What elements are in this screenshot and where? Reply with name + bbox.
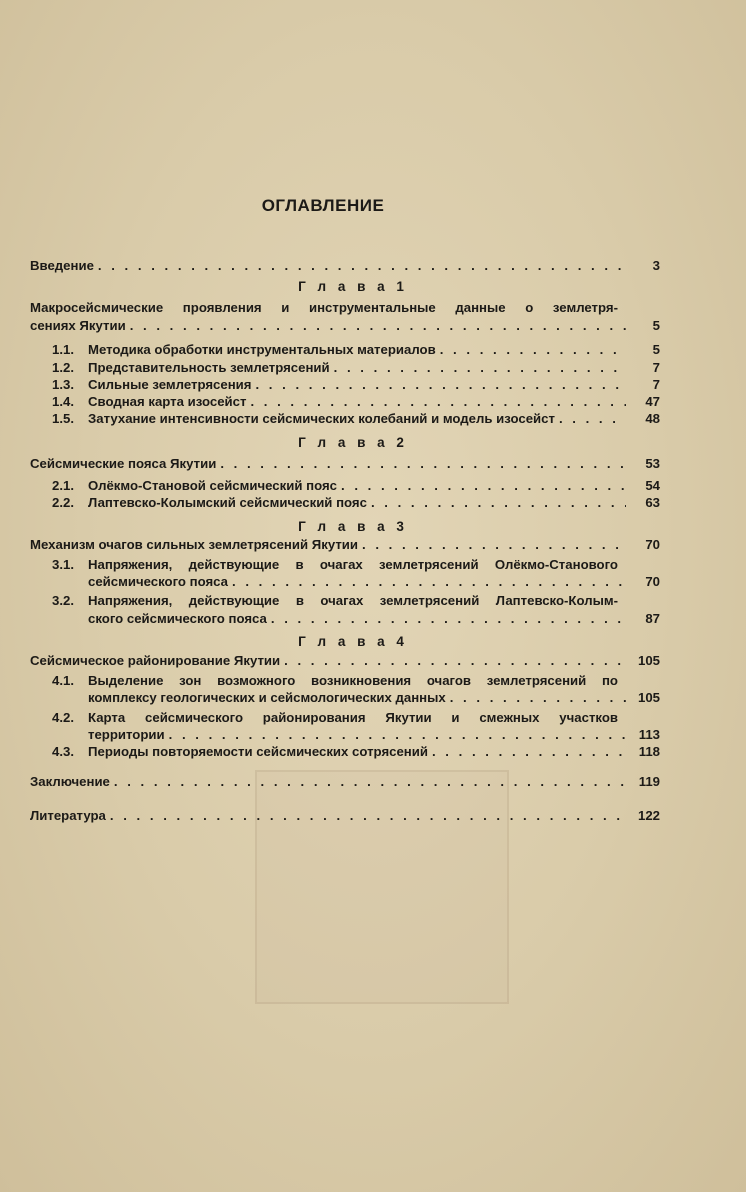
- toc-entry-4-1-end[interactable]: комплексу геологических и сейсмологических данных . . . 105: [88, 690, 660, 706]
- chapter-4-title[interactable]: Сейсмическое районирование Якутии . . . 105: [30, 653, 660, 669]
- toc-entry-intro[interactable]: Введение . . . 3: [30, 258, 660, 274]
- toc-entry-conclusion[interactable]: Заключение . . . 119: [30, 774, 660, 790]
- chapter-1-title[interactable]: Макросейсмические проявления и инструментальные данные о землетря-: [30, 300, 618, 315]
- toc-entry-3-1[interactable]: 3.1. Напряжения, действующие в очагах землетрясений Олёкмо-Станового: [52, 557, 618, 572]
- bleed-through-shadow: [255, 770, 509, 1004]
- toc-entry-2-1[interactable]: 2.1. Олёкмо-Становой сейсмический пояс . . . 54: [52, 478, 660, 494]
- chapter-3-title[interactable]: Механизм очагов сильных землетрясений Якутии . . . 70: [30, 537, 660, 553]
- toc-entry-1-5[interactable]: 1.5. Затухание интенсивности сейсмических колебаний и модель изосейст . . . 48: [52, 411, 660, 427]
- toc-entry-1-4[interactable]: 1.4. Сводная карта изосейст . . . 47: [52, 394, 660, 410]
- chapter-1-heading: Г л а в а 1: [298, 279, 408, 294]
- toc-entry-1-2[interactable]: 1.2. Представительность землетрясений . . . 7: [52, 360, 660, 376]
- toc-entry-3-2[interactable]: 3.2. Напряжения, действующие в очагах землетрясений Лаптевско-Колым-: [52, 593, 618, 608]
- toc-entry-3-2-end[interactable]: ского сейсмического пояса . . . 87: [88, 611, 660, 627]
- chapter-1-title-end[interactable]: сениях Якутии . . . 5: [30, 318, 660, 334]
- toc-entry-2-2[interactable]: 2.2. Лаптевско-Колымский сейсмический пояс . . . 63: [52, 495, 660, 511]
- toc-entry-4-2-end[interactable]: территории . . . 113: [88, 727, 660, 743]
- toc-entry-4-2[interactable]: 4.2. Карта сейсмического районирования Якутии и смежных участков: [52, 710, 618, 725]
- chapter-4-heading: Г л а в а 4: [298, 634, 408, 649]
- page-title: ОГЛАВЛЕНИЕ: [261, 196, 385, 215]
- toc-entry-4-3[interactable]: 4.3. Периоды повторяемости сейсмических сотрясений . . . 118: [52, 744, 660, 760]
- toc-entry-1-1[interactable]: 1.1. Методика обработки инструментальных материалов . . . 5: [52, 342, 660, 358]
- toc-entry-3-1-end[interactable]: сейсмического пояса . . . 70: [88, 574, 660, 590]
- toc-entry-4-1[interactable]: 4.1. Выделение зон возможного возникновения очагов землетрясений по: [52, 673, 618, 688]
- chapter-2-heading: Г л а в а 2: [298, 435, 408, 450]
- toc-entry-1-3[interactable]: 1.3. Сильные землетрясения . . . 7: [52, 377, 660, 393]
- chapter-3-heading: Г л а в а 3: [298, 519, 408, 534]
- toc-entry-literature[interactable]: Литература . . . 122: [30, 808, 660, 824]
- chapter-2-title[interactable]: Сейсмические пояса Якутии . . . 53: [30, 456, 660, 472]
